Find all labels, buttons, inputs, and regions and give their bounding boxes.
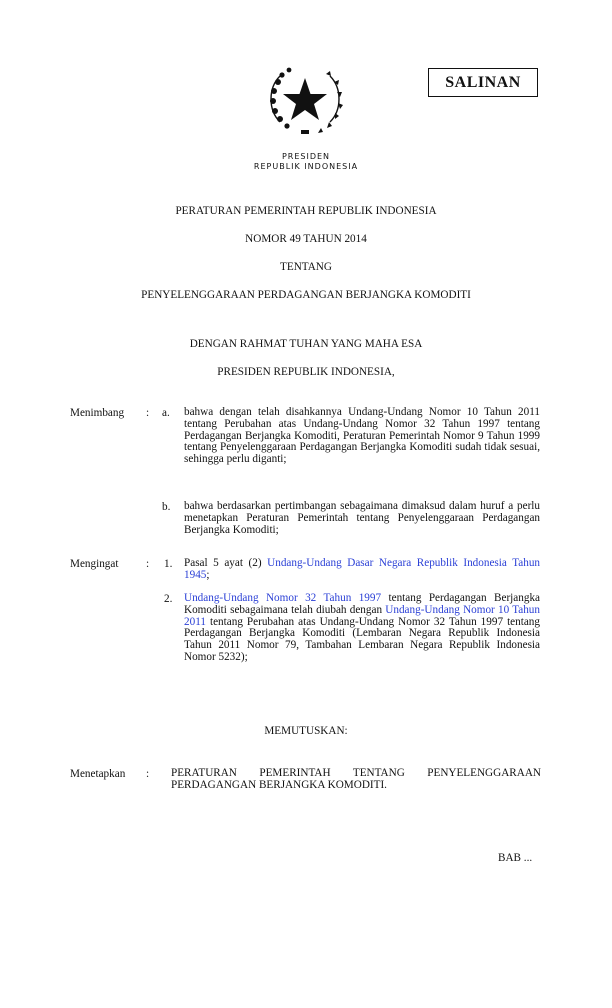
- mengingat-item-2: [184, 593, 540, 664]
- uu-32-1997-link[interactable]: Undang-Undang Nomor 32 Tahun 1997: [184, 592, 382, 604]
- title-line-3: TENTANG: [280, 261, 332, 273]
- menetapkan-label: Menetapkan: [70, 768, 126, 780]
- title-line-2: NOMOR 49 TAHUN 2014: [245, 233, 367, 245]
- mengingat-label: Mengingat: [70, 558, 119, 570]
- mengingat-2-mid: tentang Perdagangan Berjangka Komoditi sebagaimana telah diubah dengan: [184, 592, 540, 616]
- menimbang-label: Menimbang: [70, 407, 125, 419]
- preamble-line-2: PRESIDEN REPUBLIK INDONESIA,: [217, 366, 395, 378]
- issuer-line-2: REPUBLIK INDONESIA: [253, 162, 359, 171]
- menetapkan-colon: :: [146, 768, 150, 780]
- mengingat-2-post: tentang Perubahan atas Undang-Undang Nomor 32 Tahun 1997 tentang Perdagangan Berjangka Komoditi (Lembaran Negara Republik Indonesia Tahun 2011 Nomor 79, Tambahan Lembaran Negara Republik Indonesia Nomor 5232);: [184, 615, 540, 663]
- issuer-line-1: PRESIDEN: [281, 152, 331, 161]
- title-line-4: PENYELENGGARAAN PERDAGANGAN BERJANGKA KOMODITI: [141, 289, 471, 301]
- menimbang-colon: :: [146, 407, 150, 419]
- mengingat-colon: :: [146, 558, 150, 570]
- mengingat-item-1: [184, 558, 540, 582]
- menimbang-marker-b: b.: [162, 501, 171, 513]
- menimbang-marker-a: a.: [162, 407, 170, 419]
- mengingat-1-pre: Pasal 5 ayat (2): [184, 557, 268, 569]
- mengingat-1-post: ;: [206, 568, 210, 581]
- next-page-indicator: BAB ...: [498, 852, 533, 864]
- salinan-stamp: SALINAN: [428, 68, 538, 97]
- menimbang-item-b: bahwa berdasarkan pertimbangan sebagaimana dimaksud dalam huruf a perlu menetapkan Peraturan Pemerintah tentang Penyelenggaraan Perdagangan Berjangka Komoditi;: [184, 500, 540, 536]
- title-line-1: PERATURAN PEMERINTAH REPUBLIK INDONESIA: [175, 205, 437, 217]
- mengingat-marker-1: 1.: [164, 558, 173, 570]
- uud-1945-link[interactable]: Undang-Undang Dasar Negara Republik Indonesia Tahun 1945: [184, 557, 541, 581]
- preamble-line-1: DENGAN RAHMAT TUHAN YANG MAHA ESA: [189, 338, 423, 350]
- memutuskan-heading: MEMUTUSKAN:: [264, 725, 348, 737]
- uu-10-2011-link[interactable]: Undang-Undang Nomor 10 Tahun 2011: [184, 603, 540, 628]
- menetapkan-text: PERATURAN PEMERINTAH TENTANG PENYELENGGARAAN PERDAGANGAN BERJANGKA KOMODITI.: [171, 767, 541, 791]
- state-emblem-icon: [264, 60, 346, 142]
- mengingat-marker-2: 2.: [164, 593, 173, 605]
- menimbang-item-a: bahwa dengan telah disahkannya Undang-Undang Nomor 10 Tahun 2011 tentang Perubahan atas Undang-Undang Nomor 32 Tahun 1997 tentang Perdagangan Berjangka Komoditi, Peraturan Pemerintah Nomor 9 Tahun 1999 tentang Penyelenggaraan Perdagangan Berjangka Komoditi sudah tidak sesuai, sehingga perlu diganti;: [184, 406, 540, 466]
